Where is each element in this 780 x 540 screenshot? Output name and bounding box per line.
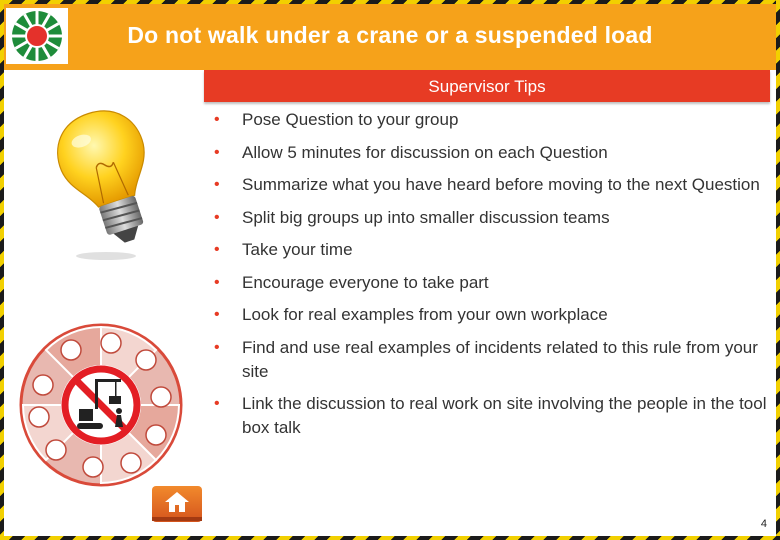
home-button[interactable] (152, 486, 202, 522)
home-icon (163, 490, 191, 514)
tip-item (214, 108, 770, 132)
tip-item (214, 141, 770, 165)
tip-text: Link the discussion to real work on site involving the people in the tool box talk (242, 394, 767, 437)
tip-text: Look for real examples from your own workplace (242, 305, 608, 324)
tips-heading-bar (204, 70, 770, 102)
tip-text: Summarize what you have heard before moving to the next Question (242, 175, 760, 194)
tip-item (214, 336, 770, 384)
bullet-icon: • (214, 143, 220, 161)
hazard-stripe-left (0, 0, 4, 540)
bullet-icon: • (214, 241, 220, 258)
bullet-icon: • (214, 395, 220, 412)
hazard-stripe-right (776, 0, 780, 540)
page-title: Do not walk under a crane or a suspended load (127, 22, 653, 48)
bullet-icon: • (214, 306, 220, 323)
tip-text: Pose Question to your group (242, 110, 459, 129)
tip-text: Find and use real examples of incidents related to this rule from your site (242, 337, 758, 381)
bullet-icon: • (214, 338, 220, 356)
tip-text: Allow 5 minutes for discussion on each Question (242, 142, 608, 162)
tip-text: Split big groups up into smaller discussion teams (242, 207, 610, 227)
tip-item (214, 271, 770, 295)
home-caption-strip (152, 517, 202, 521)
hazard-stripe-bottom (0, 536, 780, 540)
tip-item (214, 238, 770, 262)
bullet-icon: • (214, 273, 220, 291)
tip-item (214, 303, 770, 327)
tip-item (214, 206, 770, 230)
bullet-icon: • (214, 176, 220, 193)
tips-heading: Supervisor Tips (428, 77, 546, 96)
tip-item (214, 392, 770, 440)
page-number: 4 (760, 518, 767, 530)
light-bulb-icon (56, 104, 166, 264)
life-saving-rules-wheel-icon (18, 322, 184, 488)
tip-text: Encourage everyone to take part (242, 272, 489, 292)
tip-item (214, 173, 770, 197)
tip-text: Take your time (242, 240, 353, 259)
bullet-icon: • (214, 111, 220, 128)
tips-list (214, 108, 770, 449)
bullet-icon: • (214, 208, 220, 226)
